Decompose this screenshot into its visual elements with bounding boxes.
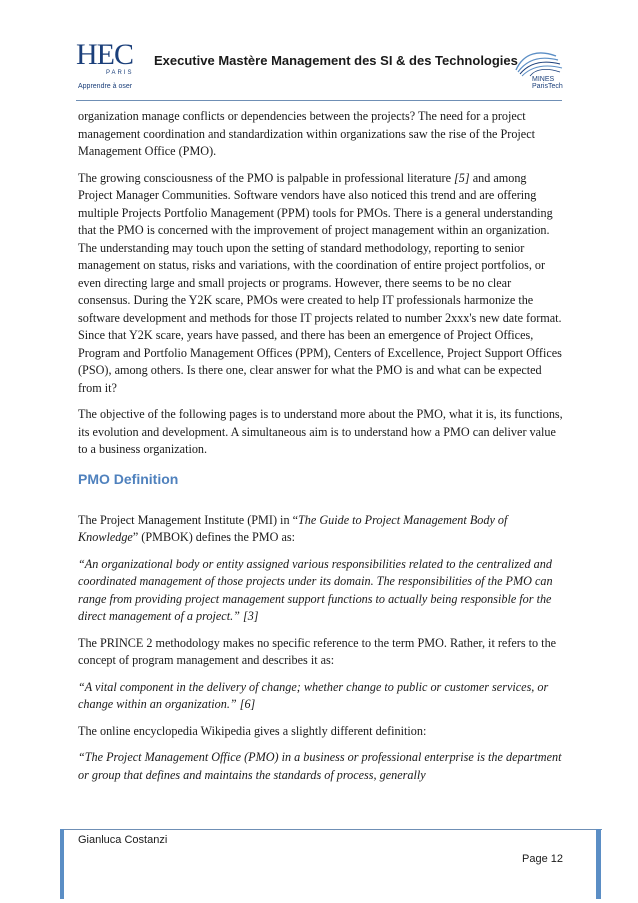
paragraph-5: The PRINCE 2 methodology makes no specific reference to the term PMO. Rather, it refers to the concept of program management and describes it as:: [78, 635, 557, 667]
footer-divider: [62, 829, 602, 830]
paragraph-6: The online encyclopedia Wikipedia gives a slightly different definition:: [78, 723, 427, 738]
footer-author: Gianluca Costanzi: [78, 834, 168, 846]
paragraph-2-text-a: The growing consciousness of the PMO is palpable in professional literature: [78, 170, 455, 185]
footer-accent-right: [596, 829, 601, 899]
mines-paristech-logo: [510, 46, 566, 96]
mines-logo-swirl-icon: [510, 46, 566, 78]
quote-pmi: [78, 556, 564, 626]
mines-logo-line1: MINES: [532, 76, 555, 83]
quote-prince2-text: “A vital component in the delivery of change; whether change to public or customer services, or change within an organization.” [6]: [78, 679, 549, 711]
hec-paris-logo: [76, 40, 148, 98]
mines-logo-text: [532, 76, 563, 90]
quote-pmi-text: “An organizational body or entity assigned various responsibilities related to the centralized and coordinated management of those projects under its domain. The responsibilities of the PMO can range from providing project management support functions to actually being responsible for the direct management of a project.” [3]: [78, 556, 553, 623]
quote-prince2: [78, 679, 564, 714]
pmbok-title: The Guide to Project Management Body of Knowledge: [78, 512, 508, 544]
page-body: [78, 108, 564, 793]
footer-accent-left: [60, 829, 64, 899]
page-number: Page 12: [522, 853, 563, 865]
hec-logo-tagline: Apprendre à oser: [78, 83, 133, 90]
section-heading: PMO Definition: [78, 470, 179, 487]
paragraph-2-text-b: and among Project Manager Communities. Software vendors have also noticed this trend and are offering multiple Projects Portfolio Management (PPM) tools for PMOs. There is a general understanding that the PMO is concerned with the improvement of project management within an organization. The understanding may touch upon the setting of standard methodology, reporting to senior management on status, risks and variations, with the coordination of entire project portfolios, or even directing large and small projects or programs. However, there seems to be no clear consensus. During the Y2K scare, PMOs were created to help IT professionals harmonize the software development and methods for those IT projects related to number 2xxx's new date format. Since that Y2K scare, years have passed, and there has been an emergence of Project Offices, Program and Portfolio Management Offices (PPM), Centers of Excellence, Project Support Offices (PSO), among others. Is there one, clear answer for what the PMO is and what can be expected from it?: [78, 170, 562, 395]
paragraph-4: [78, 512, 564, 547]
hec-logo-mark: HEC: [76, 38, 133, 71]
mines-logo-line2: ParisTech: [532, 83, 563, 90]
quote-wikipedia-text: “The Project Management Office (PMO) in a business or professional enterprise is the department or group that defines and maintains the standards of process, generally: [78, 750, 562, 782]
citation-ref-5: [5]: [454, 170, 470, 185]
paragraph-3: The objective of the following pages is to understand more about the PMO, what it is, its functions, its evolution and development. A simultaneous aim is to understand how a PMO can deliver value to a business organization.: [78, 407, 563, 456]
quote-wikipedia: [78, 749, 564, 784]
paragraph-2: [78, 170, 564, 398]
header-title: Executive Mastère Management des SI & des Technologies: [154, 53, 518, 68]
hec-logo-city: PARIS: [106, 70, 134, 76]
header-divider: [76, 100, 562, 101]
paragraph-1: organization manage conflicts or dependencies between the projects? The need for a project management coordination and standardization within organizations saw the rise of the Project Management Office (PMO).: [78, 109, 536, 158]
paragraph-4-text-a: The Project Management Institute (PMI) in “: [78, 512, 298, 527]
paragraph-4-text-b: ” (PMBOK) defines the PMO as:: [132, 530, 295, 544]
